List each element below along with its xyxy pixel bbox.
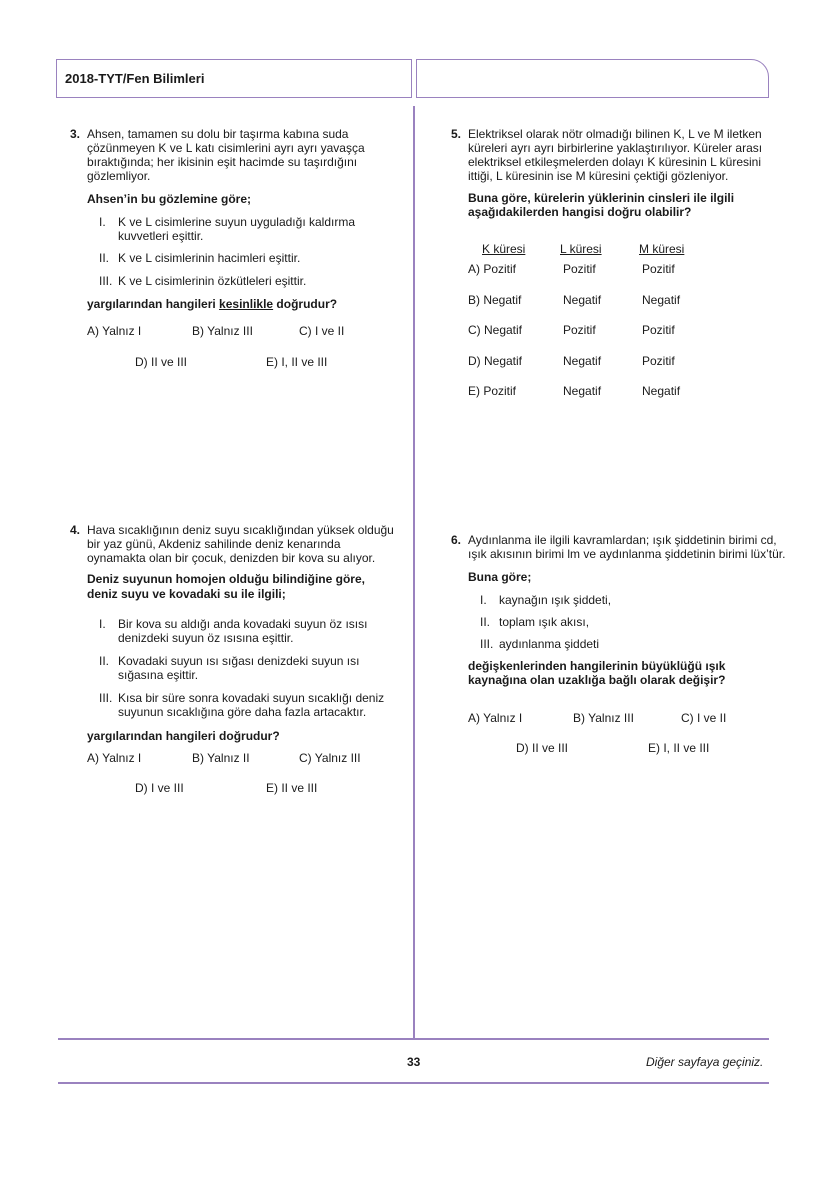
option-c[interactable]: C) I ve II (299, 324, 345, 338)
table-cell: Pozitif (642, 262, 675, 276)
question-4 (70, 523, 397, 743)
page-number: 33 (407, 1055, 421, 1069)
question-number: 3. (70, 127, 81, 141)
question-5 (451, 127, 778, 219)
statement-item: I. kaynağın ışık şiddeti, (480, 593, 612, 607)
question-lead: Ahsen’in bu gözlemine göre; (87, 192, 252, 206)
header-title: 2018-TYT/Fen Bilimleri (65, 71, 205, 86)
option-b[interactable]: B) Yalnız III (573, 711, 634, 725)
option-e[interactable]: E) I, II ve III (648, 741, 710, 755)
statement-item: I. K ve L cisimlerine suyun uyguladığı kaldırma kuvvetleri eşittir. (99, 215, 355, 243)
question-6 (451, 533, 786, 687)
question-lead: Buna göre, kürelerin yüklerinin cinsleri ile ilgili aşağıdakilerden hangisi doğru olabilir? (468, 191, 735, 219)
option-e[interactable]: E) Pozitif (468, 384, 517, 398)
question-lead: Deniz suyunun homojen olduğu bilindiğine göre, deniz suyu ve kovadaki su ile ilgili; (87, 572, 365, 601)
question-stem: Aydınlanma ile ilgili kavramlardan; ışık şiddetinin birimi cd, ışık akısının birimi lm ve aydınlanma şiddetinin birimi lüx’tür. (468, 533, 786, 561)
table-cell: Pozitif (563, 323, 596, 337)
option-c[interactable]: C) Yalnız III (299, 751, 361, 765)
table-cell: Pozitif (642, 323, 675, 337)
statement-item: III. Kısa bir süre sonra kovadaki suyun sıcaklığı deniz suyunun sıcaklığına göre daha fazla artacaktır. (99, 691, 385, 719)
statement-item: II. Kovadaki suyun ısı sığası denizdeki suyun ısı sığasına eşittir. (99, 654, 360, 682)
option-b[interactable]: B) Negatif (468, 293, 522, 307)
table-cell: Pozitif (642, 354, 675, 368)
question-number: 5. (451, 127, 462, 141)
question-stem: Elektriksel olarak nötr olmadığı bilinen K, L ve M iletken küreleri ayrı ayrı birbirlerine yaklaştırılıyor. Küreler arası elektriksel etkileşmelerden dolayı K küresinin L küresini ittiği, L küresinin ise M küresini çektiği gözleniyor. (468, 127, 763, 183)
option-a[interactable]: A) Yalnız I (87, 324, 142, 338)
option-a[interactable]: A) Yalnız I (468, 711, 523, 725)
statement-item: I. Bir kova su aldığı anda kovadaki suyun öz ısısı denizdeki suyun öz ısısına eşittir. (99, 617, 368, 645)
question-lead: Buna göre; (468, 570, 532, 584)
table-cell: Pozitif (563, 262, 596, 276)
column-divider (413, 106, 415, 1038)
option-a[interactable]: A) Pozitif (468, 262, 517, 276)
table-cell: Negatif (563, 354, 602, 368)
next-page-note: Diğer sayfaya geçiniz. (646, 1055, 764, 1069)
header-left-box (56, 59, 412, 98)
statement-item: II. toplam ışık akısı, (480, 615, 590, 629)
option-c[interactable]: C) I ve II (681, 711, 727, 725)
table-header-l: L küresi (560, 242, 602, 256)
question-3 (70, 127, 392, 311)
option-a[interactable]: A) Yalnız I (87, 751, 142, 765)
statement-item: III. aydınlanma şiddeti (480, 637, 600, 651)
table-header-m: M küresi (639, 242, 685, 256)
option-c[interactable]: C) Negatif (468, 323, 523, 337)
table-cell: Negatif (642, 293, 681, 307)
question-stem: Hava sıcaklığının deniz suyu sıcaklığından yüksek olduğu bir yaz günü, Akdeniz sahilinde deniz kenarında oynamakta olan bir çocuk, denizden bir kova su alıyor. (87, 523, 394, 565)
footer-top-rule (58, 1038, 769, 1040)
header-right-box (416, 59, 769, 98)
statement-item: III. K ve L cisimlerinin özkütleleri eşittir. (99, 274, 307, 288)
table-cell: Negatif (563, 293, 602, 307)
table-cell: Negatif (642, 384, 681, 398)
question-ask: yargılarından hangileri doğrudur? (87, 729, 280, 743)
question-number: 4. (70, 523, 81, 537)
option-b[interactable]: B) Yalnız III (192, 324, 253, 338)
option-d[interactable]: D) I ve III (135, 781, 184, 795)
option-b[interactable]: B) Yalnız II (192, 751, 250, 765)
table-header-k: K küresi (482, 242, 526, 256)
statement-item: II. K ve L cisimlerinin hacimleri eşittir. (99, 251, 301, 265)
question-number: 6. (451, 533, 462, 547)
footer-bottom-rule (58, 1082, 769, 1084)
question-ask: yargılarından hangileri kesinlikle doğrudur? (87, 297, 338, 311)
option-d[interactable]: D) II ve III (135, 355, 188, 369)
option-d[interactable]: D) II ve III (516, 741, 569, 755)
option-e[interactable]: E) I, II ve III (266, 355, 328, 369)
question-ask: değişkenlerinden hangilerinin büyüklüğü ışık kaynağına olan uzaklığa bağlı olarak değişir? (468, 659, 726, 687)
question-stem: Ahsen, tamamen su dolu bir taşırma kabına suda çözünmeyen K ve L katı cisimlerini ayrı ayrı yavaşça bıraktığında; her ikisinin eşit hacimde su taşırdığını gözlemliyor. (87, 127, 365, 183)
table-cell: Negatif (563, 384, 602, 398)
option-d[interactable]: D) Negatif (468, 354, 523, 368)
option-e[interactable]: E) II ve III (266, 781, 318, 795)
